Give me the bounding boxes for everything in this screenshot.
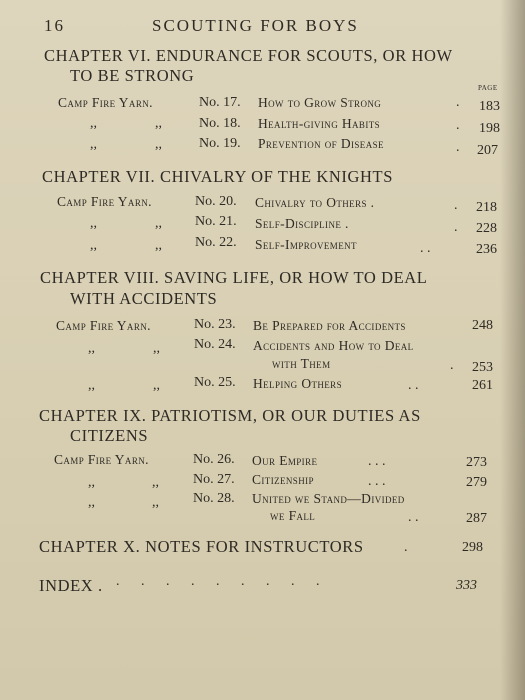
leader-dots: . . — [408, 378, 419, 393]
page-ref: 253 — [472, 360, 493, 375]
leader-dots: . . . — [368, 454, 386, 469]
yarn-prefix: Camp Fire Yarn. — [58, 95, 153, 110]
page-ref: 248 — [472, 318, 493, 333]
chapter-heading-cont: TO BE STRONG — [70, 66, 195, 85]
ditto-mark: ,, — [155, 116, 162, 131]
leader-dots: . . — [408, 510, 419, 525]
yarn-number: No. 20. — [195, 194, 237, 209]
leader-dots: . — [456, 118, 460, 133]
ditto-mark: ,, — [90, 216, 97, 231]
page-ref: 198 — [479, 121, 500, 136]
ditto-mark: ,, — [152, 495, 159, 510]
yarn-number: No. 22. — [195, 235, 237, 250]
page-ref: 261 — [472, 378, 493, 393]
yarn-title: Accidents and How to Deal — [253, 338, 414, 353]
chapter-heading: CHAPTER IX. PATRIOTISM, OR OUR DUTIES AS — [39, 406, 421, 425]
yarn-title: Our Empire — [252, 453, 318, 468]
ditto-mark: ,, — [153, 378, 160, 393]
ditto-mark: ,, — [88, 378, 95, 393]
yarn-title: How to Grow Strong — [258, 95, 382, 110]
yarn-title: Chivalry to Others . — [255, 195, 375, 210]
yarn-number: No. 25. — [194, 375, 236, 390]
yarn-title: United we Stand—Divided — [252, 491, 405, 506]
ditto-mark: ,, — [90, 238, 97, 253]
yarn-title: Self-Improvement — [255, 237, 357, 252]
page-ref: 207 — [477, 143, 498, 158]
chapter-heading: CHAPTER X. NOTES FOR INSTRUCTORS — [39, 537, 364, 556]
yarn-number: No. 26. — [193, 452, 235, 467]
yarn-title: Health-giving Habits — [258, 116, 381, 131]
chapter-heading: CHAPTER VII. CHIVALRY OF THE KNIGHTS — [42, 167, 394, 186]
yarn-title-cont: with Them — [272, 356, 331, 371]
page-ref: 287 — [466, 511, 487, 526]
ditto-mark: ,, — [153, 341, 160, 356]
leader-dots: . . . — [368, 474, 386, 489]
yarn-number: No. 17. — [199, 95, 241, 110]
yarn-title: Self-Discipline . — [255, 216, 349, 231]
leader-dots: . — [450, 358, 454, 373]
yarn-number: No. 28. — [193, 491, 235, 506]
page-ref: 333 — [456, 578, 477, 593]
page-number: 16 — [44, 16, 65, 35]
leader-dots: . . . . . . . . . — [116, 574, 329, 589]
chapter-heading-cont: WITH ACCIDENTS — [70, 289, 218, 308]
page-ref: 273 — [466, 455, 487, 470]
index-heading: INDEX . — [39, 576, 103, 595]
ditto-mark: ,, — [152, 475, 159, 490]
yarn-prefix: Camp Fire Yarn. — [56, 318, 151, 333]
page-column-label: PAGE — [478, 84, 498, 92]
yarn-prefix: Camp Fire Yarn. — [57, 194, 152, 209]
running-title: SCOUTING FOR BOYS — [152, 16, 359, 35]
page-ref: 228 — [476, 221, 497, 236]
ditto-mark: ,, — [88, 495, 95, 510]
page-ref: 236 — [476, 242, 497, 257]
chapter-heading-cont: CITIZENS — [70, 426, 149, 445]
ditto-mark: ,, — [155, 238, 162, 253]
ditto-mark: ,, — [88, 475, 95, 490]
leader-dots: . — [454, 220, 458, 235]
yarn-number: No. 24. — [194, 337, 236, 352]
ditto-mark: ,, — [90, 137, 97, 152]
yarn-title: Citizenship — [252, 472, 314, 487]
yarn-title: Prevention of Disease — [258, 136, 384, 151]
yarn-title: Be Prepared for Accidents — [253, 318, 406, 333]
ditto-mark: ,, — [155, 216, 162, 231]
page-ref: 183 — [479, 99, 500, 114]
leader-dots: . — [456, 140, 460, 155]
leader-dots: . . — [420, 241, 431, 256]
page-ref: 279 — [466, 475, 487, 490]
yarn-title-cont: we Fall — [270, 508, 316, 523]
leader-dots: . — [454, 198, 458, 213]
chapter-heading: CHAPTER VIII. SAVING LIFE, OR HOW TO DEAL — [40, 268, 428, 287]
page-ref: 218 — [476, 200, 497, 215]
page-gutter-shadow — [500, 0, 525, 700]
yarn-number: No. 23. — [194, 317, 236, 332]
ditto-mark: ,, — [155, 137, 162, 152]
yarn-title: Helping Others — [253, 376, 342, 391]
yarn-prefix: Camp Fire Yarn. — [54, 452, 149, 467]
page-ref: 298 — [462, 540, 483, 555]
yarn-number: No. 27. — [193, 472, 235, 487]
ditto-mark: ,, — [88, 341, 95, 356]
yarn-number: No. 19. — [199, 136, 241, 151]
leader-dots: . — [456, 95, 460, 110]
yarn-number: No. 18. — [199, 116, 241, 131]
yarn-number: No. 21. — [195, 214, 237, 229]
leader-dots: . — [404, 540, 408, 555]
ditto-mark: ,, — [90, 116, 97, 131]
chapter-heading: CHAPTER VI. ENDURANCE FOR SCOUTS, OR HOW — [44, 46, 453, 65]
